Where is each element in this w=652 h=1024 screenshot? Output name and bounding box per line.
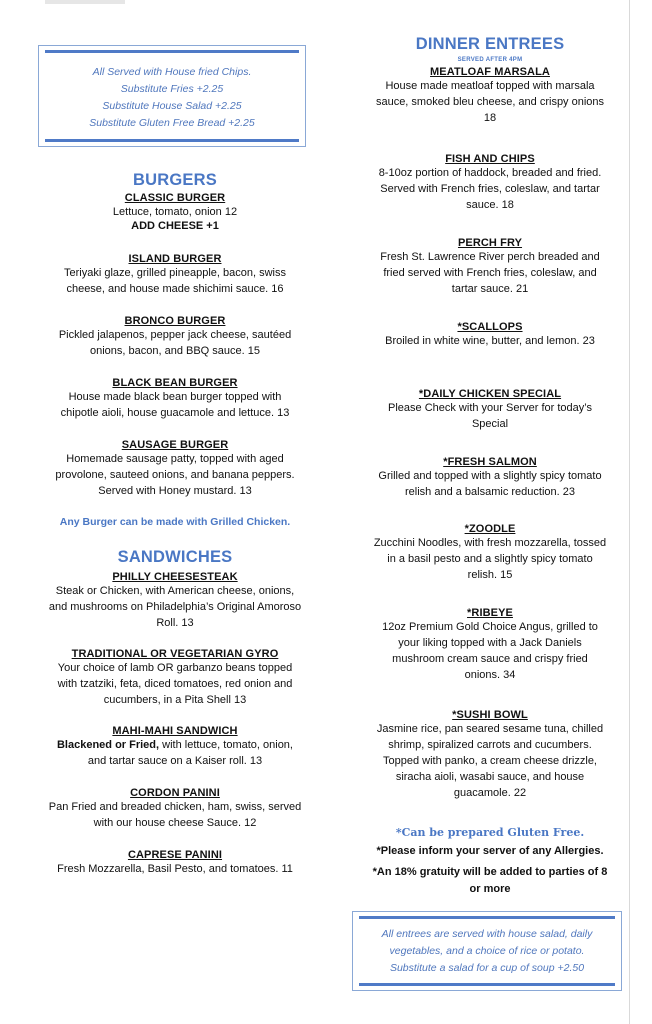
sides-line: All Served with House fried Chips. xyxy=(92,66,252,78)
item-name: ISLAND BURGER xyxy=(128,253,222,265)
sides-line: Substitute Fries +2.25 xyxy=(120,83,224,95)
item-name: CAPRESE PANINI xyxy=(127,849,223,861)
sides-line: Substitute House Salad +2.25 xyxy=(102,100,242,112)
page-edge-tab xyxy=(45,0,125,4)
entree-box-line: All entrees are served with house salad, daily xyxy=(381,928,593,940)
menu-item-sausage-burger xyxy=(40,439,310,499)
gratuity-note xyxy=(350,864,630,898)
menu-item-cordon-panini xyxy=(40,787,310,831)
gluten-free-note: *Can be prepared Gluten Free. xyxy=(395,826,585,839)
item-desc: sauce, smoked bleu cheese, and crispy onions xyxy=(375,96,605,108)
item-desc: Fresh Mozzarella, Basil Pesto, and tomatoes. 11 xyxy=(57,863,293,875)
sides-box-top-rule xyxy=(45,50,299,53)
item-desc-line xyxy=(40,737,310,753)
item-desc: Please Check with your Server for today’s xyxy=(388,402,592,414)
item-name: FISH AND CHIPS xyxy=(445,153,535,165)
item-desc: chipotle aioli, house guacamole and lettuce. 13 xyxy=(60,407,290,419)
item-desc: siracha aioli, wasabi sauce, and house xyxy=(395,771,585,783)
item-desc: guacamole. 22 xyxy=(453,787,527,799)
item-desc: Topped with panko, a cream cheese drizzle, xyxy=(382,755,597,767)
entree-box-bottom-rule xyxy=(359,983,615,986)
item-name: *ZOODLE xyxy=(464,523,516,535)
item-desc: your liking topped with a Jack Daniels xyxy=(398,637,582,649)
item-desc: relish. 15 xyxy=(467,569,513,581)
item-name: *SUSHI BOWL xyxy=(452,709,528,721)
menu-item-fresh-salmon xyxy=(350,456,630,500)
item-name: TRADITIONAL OR VEGETARIAN GYRO xyxy=(71,648,279,660)
menu-item-mahi-mahi-sandwich xyxy=(40,725,310,769)
item-desc: Roll. 13 xyxy=(156,617,194,629)
entree-sides-box xyxy=(352,911,622,991)
item-desc: Pickled jalapenos, pepper jack cheese, sautéed xyxy=(58,329,292,341)
item-desc: onions. 34 xyxy=(464,669,516,681)
menu-item-sushi-bowl xyxy=(350,709,630,801)
item-desc: Pan Fried and breaded chicken, ham, swiss, served xyxy=(48,801,302,813)
item-desc: House made black bean burger topped with xyxy=(68,391,282,403)
item-desc: 8-10oz portion of haddock, breaded and fried. xyxy=(378,167,602,179)
item-desc: 18 xyxy=(483,112,497,124)
menu-item-zoodle xyxy=(350,523,630,583)
menu-item-ribeye xyxy=(350,607,630,683)
item-desc: Served with French fries, coleslaw, and tartar xyxy=(380,183,600,195)
item-desc: 12oz Premium Gold Choice Angus, grilled to xyxy=(382,621,598,633)
menu-item-classic-burger xyxy=(40,192,310,232)
gratuity-note-line: *An 18% gratuity will be added to parties of 8 xyxy=(372,866,608,878)
menu-item-island-burger xyxy=(40,253,310,297)
gratuity-note-line: or more xyxy=(469,883,511,895)
item-name: CORDON PANINI xyxy=(130,787,220,799)
menu-item-fish-and-chips xyxy=(350,153,630,213)
served-after-note: SERVED AFTER 4PM xyxy=(457,57,523,63)
item-desc: cheese, and house made shichimi sauce. 16 xyxy=(66,283,284,295)
item-desc: fried served with French fries, coleslaw, and xyxy=(383,267,597,279)
item-desc: Served with Honey mustard. 13 xyxy=(98,485,252,497)
item-name: *DAILY CHICKEN SPECIAL xyxy=(418,388,562,400)
item-name: BRONCO BURGER xyxy=(124,315,226,327)
item-desc: mushroom cream sauce and crispy fried xyxy=(392,653,588,665)
item-name: *RIBEYE xyxy=(467,607,513,619)
item-name: MAHI-MAHI SANDWICH xyxy=(112,725,238,737)
item-name: MEATLOAF MARSALA xyxy=(430,66,550,78)
dinner-entrees-heading: DINNER ENTREES xyxy=(415,35,565,53)
item-name: PHILLY CHEESESTEAK xyxy=(112,571,238,583)
item-desc: Steak or Chicken, with American cheese, onions, xyxy=(55,585,295,597)
item-desc: Jasmine rice, pan seared sesame tuna, chilled xyxy=(376,723,604,735)
item-desc: in a basil pesto and a slightly spicy tomato xyxy=(387,553,593,565)
sides-line: Substitute Gluten Free Bread +2.25 xyxy=(89,117,255,129)
item-desc: Special xyxy=(471,418,509,430)
menu-item-daily-chicken-special xyxy=(350,388,630,432)
item-name: PERCH FRY xyxy=(457,237,523,249)
sides-box-bottom-rule xyxy=(45,139,299,142)
entree-box-line: vegetables, and a choice of rice or potato. xyxy=(389,945,585,957)
entree-box-top-rule xyxy=(359,916,615,919)
item-desc: sauce. 18 xyxy=(466,199,514,211)
item-desc: Lettuce, tomato, onion 12 xyxy=(112,206,238,218)
menu-item-black-bean-burger xyxy=(40,377,310,421)
allergy-note: *Please inform your server of any Allergies. xyxy=(376,845,604,857)
entree-box-line: Substitute a salad for a cup of soup +2.50 xyxy=(389,962,585,974)
item-desc-bold: Blackened or Fried, xyxy=(56,739,160,751)
item-name: *SCALLOPS xyxy=(457,321,523,333)
item-desc: Homemade sausage patty, topped with aged xyxy=(66,453,284,465)
item-desc: cucumbers, in a Pita Shell 13 xyxy=(103,694,247,706)
menu-item-philly-cheesesteak xyxy=(40,571,310,631)
item-desc: tartar sauce. 21 xyxy=(451,283,529,295)
grilled-chicken-note: Any Burger can be made with Grilled Chicken. xyxy=(59,516,291,528)
item-desc: Zucchini Noodles, with fresh mozzarella, tossed xyxy=(373,537,607,549)
sides-box xyxy=(38,45,306,147)
item-name: SAUSAGE BURGER xyxy=(121,439,229,451)
menu-item-gyro xyxy=(40,648,310,708)
item-desc: with lettuce, tomato, onion, xyxy=(159,739,293,751)
item-desc: shrimp, spiralized carrots and cucumbers. xyxy=(388,739,592,751)
item-desc: and mushrooms on Philadelphia’s Original Amoroso xyxy=(48,601,302,613)
item-desc: provolone, sauteed onions, and banana peppers. xyxy=(55,469,295,481)
item-desc: and tartar sauce on a Kaiser roll. 13 xyxy=(87,755,263,767)
item-name: *FRESH SALMON xyxy=(443,456,537,468)
menu-item-bronco-burger xyxy=(40,315,310,359)
item-desc: Teriyaki glaze, grilled pineapple, bacon, swiss xyxy=(64,267,286,279)
item-desc: Your choice of lamb OR garbanzo beans topped xyxy=(57,662,293,674)
item-desc: with tzatziki, feta, diced tomatoes, red onion and xyxy=(57,678,293,690)
menu-item-caprese-panini xyxy=(40,849,310,877)
burgers-heading: BURGERS xyxy=(133,171,217,189)
item-desc: Grilled and topped with a slightly spicy tomato xyxy=(378,470,602,482)
item-desc: relish and a balsamic reduction. 23 xyxy=(405,486,575,498)
item-name: CLASSIC BURGER xyxy=(124,192,226,204)
menu-item-meatloaf-marsala xyxy=(350,66,630,126)
menu-item-perch-fry xyxy=(350,237,630,297)
item-desc: onions, bacon, and BBQ sauce. 15 xyxy=(89,345,260,357)
menu-item-scallops xyxy=(350,321,630,349)
sandwiches-heading: SANDWICHES xyxy=(117,548,233,566)
item-desc: Broiled in white wine, butter, and lemon. 23 xyxy=(385,335,595,347)
item-desc: Fresh St. Lawrence River perch breaded and xyxy=(380,251,600,263)
add-cheese-note: ADD CHEESE +1 xyxy=(131,220,219,232)
item-name: BLACK BEAN BURGER xyxy=(112,377,238,389)
item-desc: House made meatloaf topped with marsala xyxy=(385,80,595,92)
item-desc: with our house cheese Sauce. 12 xyxy=(93,817,257,829)
